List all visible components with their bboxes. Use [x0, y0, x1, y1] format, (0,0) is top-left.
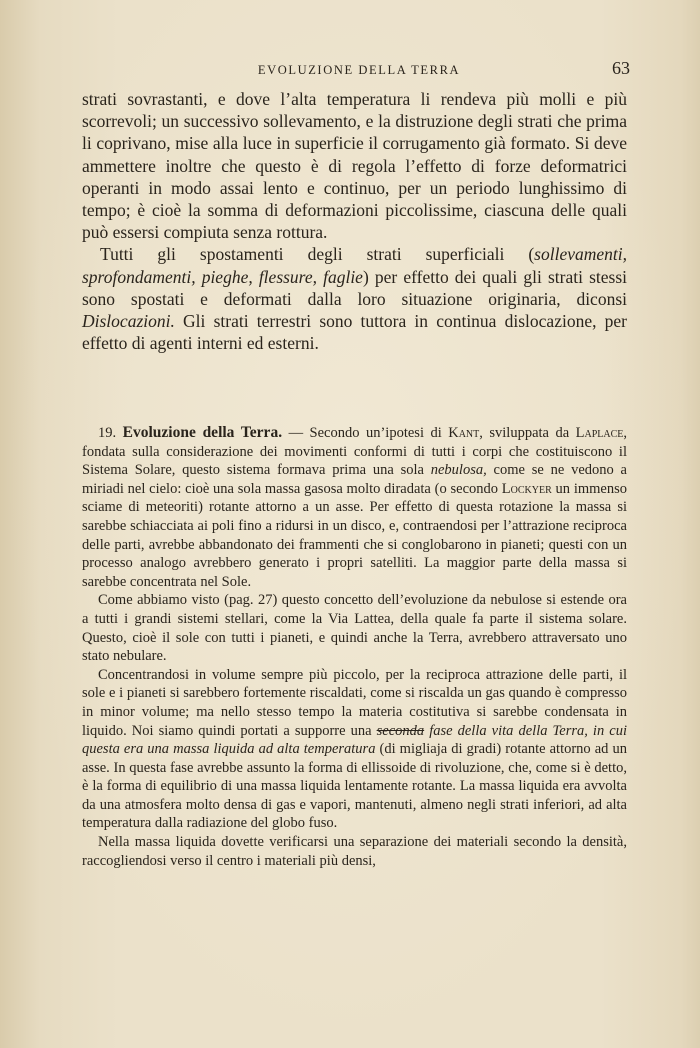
text-run: , sviluppata da [479, 425, 576, 441]
paragraph-text: Come abbiamo visto (pag. 27) questo concetto dell’evoluzione da nebulose si estende ora a tutti i grandi sistemi stellari, come la Via Lattea, della quale fa parte il sistema solare. Questo, cioè il sole con tutti i pianeti, e quindi anche la Terra, avrebbero attraversato uno stato nebulare. [82, 592, 627, 665]
paragraph-fase-liquida [82, 666, 627, 833]
main-text-block [82, 88, 627, 354]
paragraph-text: strati sovrastanti, e dove l’alta temperatura li rendeva più molli e più scorrevoli; un successivo sollevamento, e la distruzione degli strati che prima li coprivano, mise alla luce in superficie il corrugamento già formato. Si deve ammettere inoltre che questo è di regola l’effetto di forze deformatrici operanti in modo assai lento e continuo, per un periodo lunghissimo di tempo; è cioè la somma di deformazioni piccolissime, ciascuna delle quali può essersi compiuta senza rottura. [82, 89, 627, 243]
struck-word: seconda [376, 722, 425, 739]
paragraph-continuation [82, 88, 627, 243]
running-head: EVOLUZIONE DELLA TERRA [257, 63, 461, 77]
paragraph-text: Nella massa liquida dovette verificarsi una separazione dei materiali secondo la densità, raccogliendosi verso il centro i materiali più densi, [82, 834, 627, 869]
author-laplace: Laplace [575, 425, 624, 441]
section-intro-paragraph [82, 424, 627, 591]
italic-run: fase della vita della Terra, in cui questa era una massa liquida ad alta temperatura [82, 722, 627, 758]
paragraph-nebulose [82, 591, 627, 665]
text-run: Tutti gli spostamenti degli strati superficiali ( [100, 244, 535, 265]
text-run: , fondata sulla considerazione dei movimenti conformi di tutti i corpi che costituiscono il Sistema Solare, questo sistema formava prima una sola [82, 425, 628, 479]
text-run: (di migliaja di gradi) rotante attorno ad un asse. In questa fase avrebbe assunto la forma di ellissoide di rivoluzione, che, come si è detto, è la forma di equilibrio di una massa liquida lentamente rotante. La massa liquida era avvolta da una atmosfera molto densa di gas e vapori, mantenuti, almeno negli strati inferiori, ad alta temperatura dalla radiazione del globo fuso. [82, 741, 627, 832]
text-run: Gli strati terrestri sono tuttora in continua dislocazione, per effetto di agenti interni ed esterni. [82, 311, 627, 354]
section-title: Evoluzione della Terra. [122, 424, 283, 441]
text-run: Concentrandosi in volume sempre più piccolo, per la reciproca attrazione delle parti, il sole e i pianeti si sarebbero fortemente riscaldati, come si riscalda un gas quando è compresso in minor volume; ma nello stesso tempo la materia costitutiva si sarebbe condensata in liquido. Noi siamo quindi portati a supporre una [82, 666, 627, 739]
page-number: 63 [612, 58, 630, 78]
term-nebulosa: nebulosa, [430, 462, 487, 479]
paragraph-dislocazioni [82, 243, 627, 354]
text-run: ) per effetto dei quali gli strati stessi sono spostati e deformati dalla loro situazione originaria, diconsi [82, 266, 627, 309]
author-kant: Kant [448, 425, 480, 441]
page-header [88, 58, 630, 84]
term-dislocazioni: Dislocazioni. [82, 311, 175, 332]
italic-run: sollevamenti, sprofondamenti, pieghe, flessure, faglie [82, 244, 627, 287]
text-run: — Secondo un’ipotesi di [282, 425, 449, 441]
text-run: un immenso sciame di meteoriti) rotante attorno a un asse. Per effetto di questa rotazione la massa si sarebbe schiacciata ai poli fino a ridursi in un disco, e, contraendosi per l’attrazione reciproca delle parti, avrebbe abbandonato dei frammenti che si conglobarono in pianeti; questi con un processo analogo avrebbero generato i propri satelliti. La maggior parte della massa si sarebbe concentrata nel Sole. [82, 480, 627, 590]
section-19 [82, 424, 627, 870]
author-lockyer: Lockyer [501, 480, 552, 497]
section-number: 19. [98, 425, 117, 441]
text-run: come se ne vedono a miriadi nel cielo: cioè una sola massa gasosa molto diradata (o secondo [82, 462, 627, 497]
paragraph-separazione [82, 833, 627, 870]
